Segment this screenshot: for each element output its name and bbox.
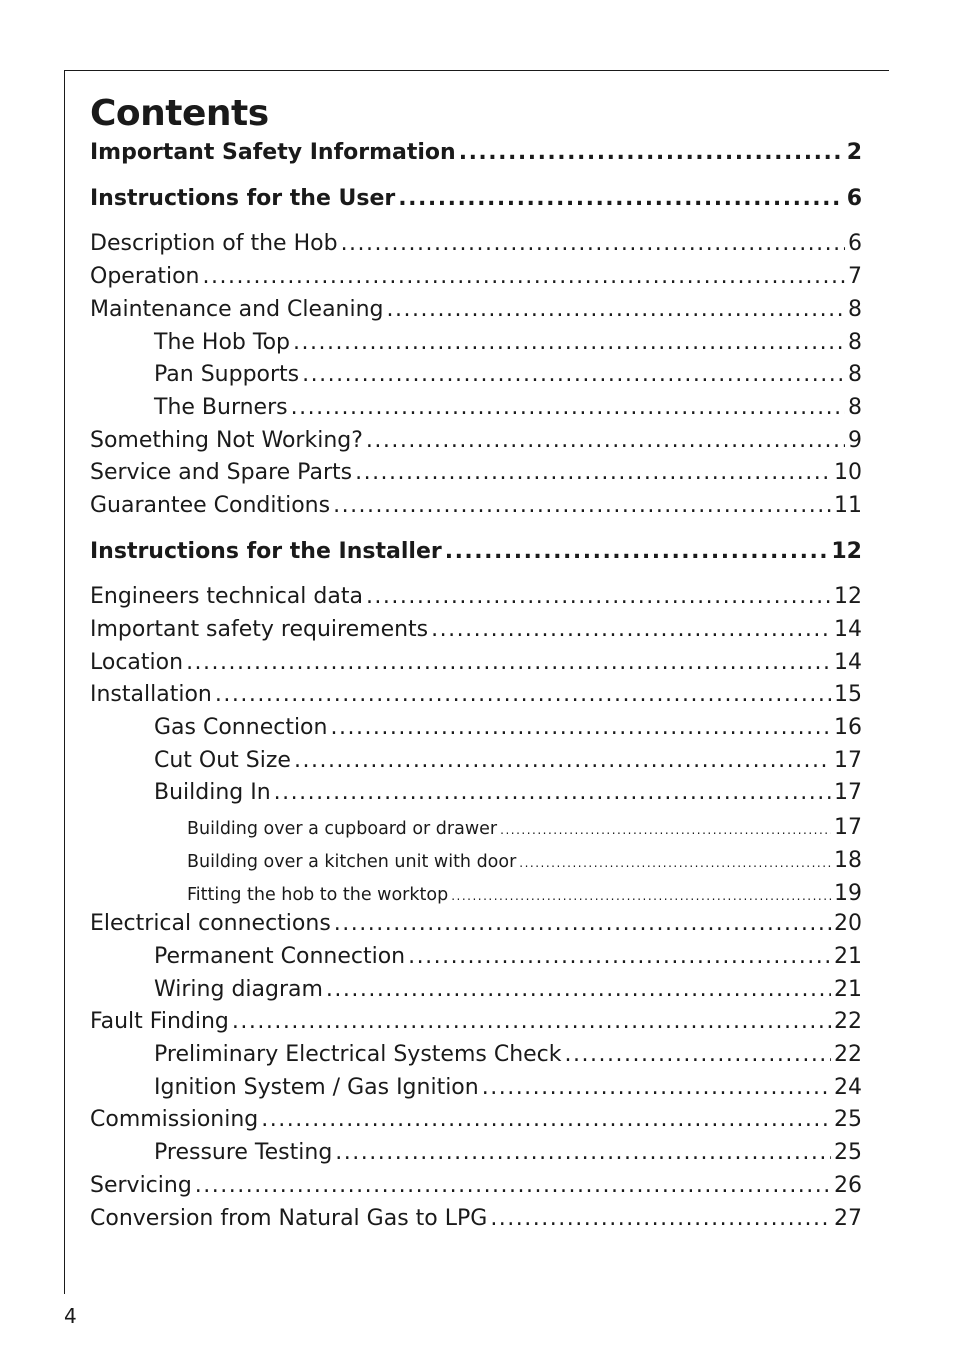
toc-entry-page: 17 <box>834 815 862 840</box>
toc-leader-dots <box>274 780 831 805</box>
toc-entry <box>90 1173 862 1198</box>
toc-entry-label: Fault Finding <box>90 1009 229 1034</box>
toc-entry-label: Gas Connection <box>154 715 328 740</box>
toc-entry <box>154 715 862 740</box>
toc-leader-dots <box>565 1042 831 1067</box>
toc-leader-dots <box>333 493 831 518</box>
toc-leader-dots <box>195 1173 831 1198</box>
toc-entry <box>90 264 862 289</box>
toc-leader-dots <box>398 186 843 211</box>
toc-leader-dots <box>500 823 831 837</box>
toc-entry-page: 15 <box>834 682 862 707</box>
toc-entry <box>154 1075 862 1100</box>
frame-top-rule <box>64 70 889 71</box>
toc-entry-page: 19 <box>834 881 862 906</box>
toc-leader-dots <box>293 330 845 355</box>
toc-entry <box>90 617 862 642</box>
toc-entry <box>90 186 862 211</box>
toc-entry-label: Operation <box>90 264 200 289</box>
toc-entry-page: 26 <box>834 1173 862 1198</box>
toc-entry <box>187 848 862 873</box>
toc-entry-page: 12 <box>834 584 862 609</box>
toc-leader-dots <box>330 715 831 740</box>
toc-entry-page: 2 <box>846 140 862 165</box>
toc-entry <box>90 1107 862 1132</box>
toc-entry-page: 14 <box>834 650 862 675</box>
toc-leader-dots <box>451 889 831 903</box>
toc-leader-dots <box>326 977 831 1002</box>
toc-leader-dots <box>445 539 829 564</box>
toc-entry <box>90 1009 862 1034</box>
toc-entry-label: Engineers technical data <box>90 584 363 609</box>
page-number: 4 <box>64 1304 77 1328</box>
toc-leader-dots <box>482 1075 831 1100</box>
page-title: Contents <box>90 93 269 134</box>
toc-entry <box>90 539 862 564</box>
toc-entry <box>154 395 862 420</box>
toc-entry-page: 14 <box>834 617 862 642</box>
toc-entry-page: 17 <box>834 780 862 805</box>
toc-entry-label: Description of the Hob <box>90 231 338 256</box>
toc-entry <box>154 944 862 969</box>
toc-entry <box>90 911 862 936</box>
toc-entry <box>154 780 862 805</box>
toc-entry <box>154 748 862 773</box>
toc-entry-label: Guarantee Conditions <box>90 493 331 518</box>
toc-entry <box>187 881 862 906</box>
toc-entry <box>154 1140 862 1165</box>
toc-entry <box>154 330 862 355</box>
toc-entry-label: Preliminary Electrical Systems Check <box>154 1042 562 1067</box>
toc-entry <box>90 460 862 485</box>
toc-entry-page: 11 <box>834 493 862 518</box>
toc-leader-dots <box>387 297 845 322</box>
toc-entry-label: Electrical connections <box>90 911 331 936</box>
toc-entry-page: 25 <box>834 1107 862 1132</box>
toc-leader-dots <box>366 584 831 609</box>
toc-leader-dots <box>335 1140 831 1165</box>
toc-entry <box>90 493 862 518</box>
toc-entry-page: 16 <box>834 715 862 740</box>
toc-entry-label: Installation <box>90 682 212 707</box>
toc-entry <box>90 140 862 165</box>
toc-entry-label: Important Safety Information <box>90 140 456 165</box>
toc-leader-dots <box>334 911 831 936</box>
toc-leader-dots <box>408 944 831 969</box>
toc-leader-dots <box>519 856 831 870</box>
toc-leader-dots <box>294 748 831 773</box>
toc-entry-page: 22 <box>834 1042 862 1067</box>
toc-leader-dots <box>232 1009 831 1034</box>
toc-entry <box>90 297 862 322</box>
toc-entry-page: 22 <box>834 1009 862 1034</box>
toc-entry-label: Maintenance and Cleaning <box>90 297 384 322</box>
toc-entry <box>90 650 862 675</box>
toc-leader-dots <box>459 140 844 165</box>
toc-entry-label: Ignition System / Gas Ignition <box>154 1075 479 1100</box>
toc-entry-label: Pan Supports <box>154 362 300 387</box>
toc-entry-page: 8 <box>848 297 862 322</box>
toc-leader-dots <box>261 1107 831 1132</box>
toc-entry <box>154 1042 862 1067</box>
toc-entry-page: 8 <box>848 330 862 355</box>
toc-entry-label: Building over a kitchen unit with door <box>187 852 517 872</box>
toc-leader-dots <box>355 460 831 485</box>
toc-entry-page: 18 <box>834 848 862 873</box>
toc-entry-page: 6 <box>848 231 862 256</box>
toc-entry-label: Something Not Working? <box>90 428 363 453</box>
toc-entry <box>90 1206 862 1231</box>
toc-entry-label: Service and Spare Parts <box>90 460 353 485</box>
toc-entry-label: Commissioning <box>90 1107 259 1132</box>
toc-entry-page: 8 <box>848 395 862 420</box>
toc-entry <box>90 428 862 453</box>
toc-entry <box>154 362 862 387</box>
toc-entry-page: 21 <box>834 977 862 1002</box>
frame-left-rule <box>64 70 65 1294</box>
toc-leader-dots <box>341 231 845 256</box>
toc-entry-label: Fitting the hob to the worktop <box>187 885 449 905</box>
toc-entry <box>154 977 862 1002</box>
toc-entry-label: Important safety requirements <box>90 617 429 642</box>
toc-entry-page: 10 <box>834 460 862 485</box>
toc-entry-label: The Hob Top <box>154 330 290 355</box>
toc-entry <box>187 815 862 840</box>
toc-entry-label: Wiring diagram <box>154 977 323 1002</box>
toc-leader-dots <box>291 395 845 420</box>
toc-entry-label: Building over a cupboard or drawer <box>187 819 498 839</box>
toc-entry-label: Pressure Testing <box>154 1140 333 1165</box>
toc-entry-page: 27 <box>834 1206 862 1231</box>
toc-entry-page: 17 <box>834 748 862 773</box>
toc-entry-label: Permanent Connection <box>154 944 406 969</box>
toc-leader-dots <box>202 264 845 289</box>
toc-leader-dots <box>366 428 845 453</box>
toc-entry-page: 24 <box>834 1075 862 1100</box>
toc-entry-page: 25 <box>834 1140 862 1165</box>
toc-entry-label: Instructions for the Installer <box>90 539 442 564</box>
toc-entry-page: 6 <box>846 186 862 211</box>
toc-entry-label: The Burners <box>154 395 288 420</box>
toc-leader-dots <box>215 682 831 707</box>
toc-entry-page: 9 <box>848 428 862 453</box>
toc-leader-dots <box>490 1206 831 1231</box>
toc-entry-label: Location <box>90 650 184 675</box>
toc-entry-page: 8 <box>848 362 862 387</box>
toc-leader-dots <box>302 362 845 387</box>
toc-entry-label: Instructions for the User <box>90 186 396 211</box>
toc-entry-page: 21 <box>834 944 862 969</box>
toc-entry-page: 7 <box>848 264 862 289</box>
toc-entry-label: Servicing <box>90 1173 192 1198</box>
toc-entry <box>90 231 862 256</box>
toc-entry-label: Conversion from Natural Gas to LPG <box>90 1206 488 1231</box>
toc-entry-page: 12 <box>831 539 862 564</box>
toc-entry-page: 20 <box>834 911 862 936</box>
toc-leader-dots <box>186 650 831 675</box>
toc-leader-dots <box>431 617 831 642</box>
toc-entry <box>90 682 862 707</box>
toc-entry-label: Building In <box>154 780 271 805</box>
toc-entry-label: Cut Out Size <box>154 748 291 773</box>
toc-entry <box>90 584 862 609</box>
